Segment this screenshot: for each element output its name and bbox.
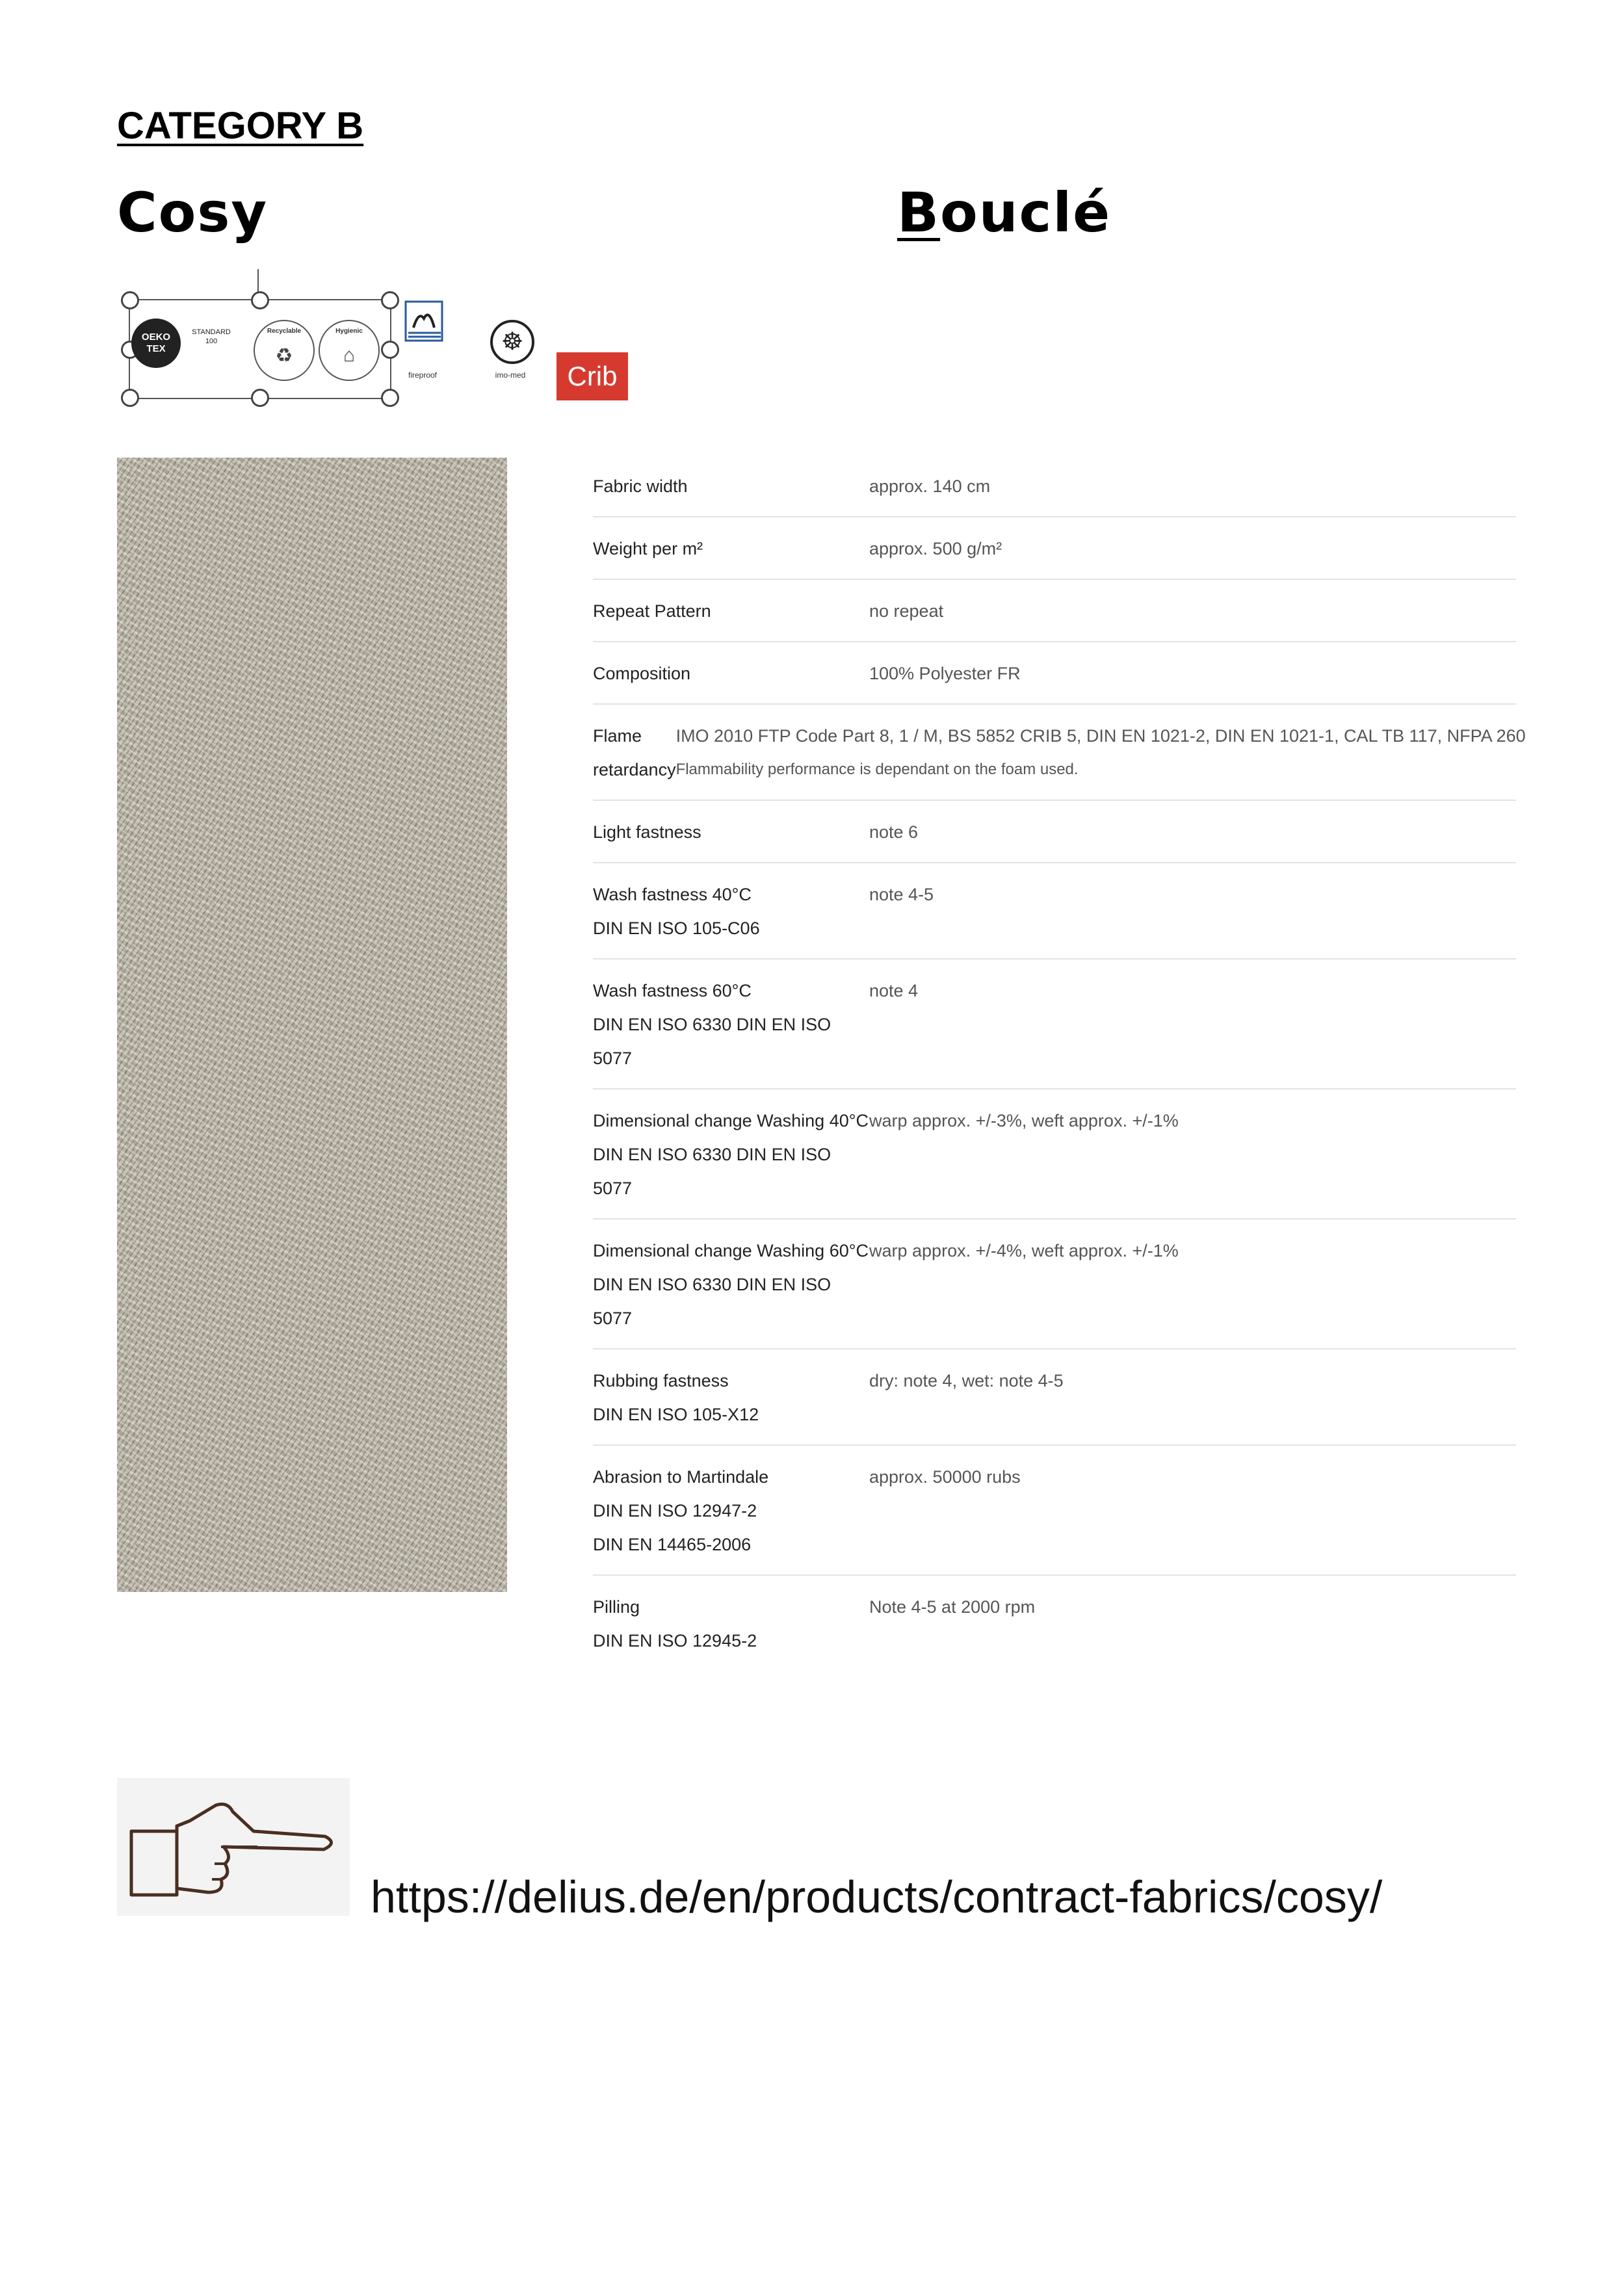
- hygienic-badge: [319, 320, 380, 381]
- spec-property: [593, 1460, 869, 1561]
- spec-property: [593, 469, 869, 503]
- resize-handle[interactable]: [121, 291, 139, 309]
- spec-property: [593, 594, 869, 628]
- resize-handle[interactable]: [121, 389, 139, 407]
- spec-value-line: note 4-5: [869, 885, 934, 904]
- spec-property-line: DIN EN 14465-2006: [593, 1535, 752, 1554]
- spec-property: [593, 974, 869, 1075]
- spec-property-line: DIN EN ISO 105-C06: [593, 919, 760, 938]
- spec-value: [676, 719, 1526, 787]
- spec-property: [593, 878, 869, 945]
- spec-property: [593, 1104, 869, 1205]
- spec-value-line: Note 4-5 at 2000 rpm: [869, 1597, 1036, 1617]
- spec-value-note: Flammability performance is dependant on the foam used.: [675, 761, 1079, 778]
- spec-row: [593, 517, 1516, 580]
- standard-100-label: [182, 328, 241, 346]
- spec-property-line: DIN EN ISO 6330 DIN EN ISO 5077: [593, 1015, 832, 1068]
- spec-value: [869, 1590, 1516, 1658]
- oeko-tex-line2: TEX: [146, 343, 166, 354]
- spec-value: [869, 1104, 1516, 1205]
- spec-property: [593, 719, 676, 787]
- spec-row: [593, 1089, 1516, 1220]
- recyclable-badge: [254, 320, 315, 381]
- spec-value-line: note 6: [869, 822, 919, 842]
- resize-handle[interactable]: [251, 389, 269, 407]
- product-name: Cosy: [117, 181, 268, 244]
- spec-property: [593, 1364, 869, 1431]
- spec-property-line: DIN EN ISO 12947-2: [593, 1501, 757, 1520]
- oeko-tex-logo: [131, 319, 181, 368]
- resize-handle[interactable]: [381, 389, 399, 407]
- certificate-strip: [117, 267, 637, 439]
- spec-table: [593, 455, 1526, 1671]
- spec-property-line: Pilling: [593, 1597, 640, 1617]
- spec-value: [869, 594, 1516, 628]
- spec-value: [869, 1234, 1516, 1335]
- spec-value-line: warp approx. +/-4%, weft approx. +/-1%: [869, 1241, 1179, 1260]
- spec-value-line: IMO 2010 FTP Code Part 8, 1 / M, BS 5852 CRIB 5, DIN EN 1021-2, DIN EN 1021-1, CAL TB 117, NFPA 260: [675, 726, 1526, 746]
- spec-value: [869, 1364, 1516, 1431]
- spec-property-line: Weight per m²: [593, 539, 703, 558]
- oeko-tex-line1: OEKO: [141, 332, 171, 343]
- spec-value-line: approx. 140 cm: [869, 476, 991, 496]
- spec-value: [869, 1460, 1516, 1561]
- spec-property-line: Dimensional change Washing 60°C: [593, 1241, 869, 1260]
- spec-property-line: Rubbing fastness: [593, 1371, 729, 1390]
- spec-property: [593, 1234, 869, 1335]
- pointing-hand-drawing: [117, 1778, 350, 1916]
- spec-row: [593, 1350, 1516, 1446]
- spec-value: [869, 974, 1516, 1075]
- spec-value-line: approx. 50000 rubs: [869, 1467, 1021, 1487]
- spec-property-line: DIN EN ISO 12945-2: [593, 1631, 757, 1650]
- spec-row: [593, 1220, 1516, 1350]
- fireproof-icon: [403, 299, 449, 351]
- spec-property-line: Fabric width: [593, 476, 688, 496]
- spec-value: [869, 878, 1516, 945]
- spec-row: [593, 455, 1516, 517]
- spec-property: [593, 657, 869, 690]
- spec-property-line: Flame retardancy: [593, 726, 676, 779]
- spec-value: [869, 469, 1516, 503]
- standard-label-line1: STANDARD: [192, 328, 231, 336]
- spec-property-line: Light fastness: [593, 822, 701, 842]
- recycle-icon: ♻: [275, 345, 293, 367]
- spec-value-line: no repeat: [869, 601, 944, 621]
- spec-value: [869, 532, 1516, 566]
- spec-row: [593, 959, 1516, 1089]
- spec-row: [593, 863, 1516, 959]
- spec-row: [593, 1576, 1516, 1671]
- spec-value-line: 100% Polyester FR: [869, 664, 1021, 683]
- imo-wheel-icon: ☸: [490, 320, 534, 364]
- spec-property-line: DIN EN ISO 105-X12: [593, 1405, 759, 1424]
- category-heading: CATEGORY B: [117, 105, 364, 147]
- resize-handle[interactable]: [381, 341, 399, 359]
- hygiene-icon: ⌂: [343, 345, 356, 366]
- resize-handle[interactable]: [381, 291, 399, 309]
- fabric-swatch-image: [117, 458, 507, 1592]
- spec-property-line: Dimensional change Washing 40°C: [593, 1111, 869, 1130]
- spec-row: [593, 705, 1526, 801]
- spec-value: [869, 657, 1516, 690]
- fabric-type-initial: B: [897, 181, 941, 244]
- pointing-hand-icon: [117, 1778, 350, 1916]
- spec-property-line: Repeat Pattern: [593, 601, 711, 621]
- spec-value-line: approx. 500 g/m²: [869, 539, 1002, 558]
- spec-row: [593, 801, 1516, 863]
- spec-property-line: Wash fastness 60°C: [593, 981, 752, 1000]
- spec-property-line: Wash fastness 40°C: [593, 885, 752, 904]
- spec-property: [593, 532, 869, 566]
- spec-property-line: Abrasion to Martindale: [593, 1467, 769, 1487]
- spec-property: [593, 815, 869, 849]
- imo-label: imo-med: [495, 371, 526, 380]
- spec-value-line: note 4: [869, 981, 919, 1000]
- resize-handle[interactable]: [251, 291, 269, 309]
- spec-row: [593, 1446, 1516, 1576]
- fireproof-label: fireproof: [408, 371, 438, 380]
- spec-property-line: DIN EN ISO 6330 DIN EN ISO 5077: [593, 1275, 832, 1328]
- recyclable-label: Recyclable: [267, 328, 302, 335]
- spec-value-line: dry: note 4, wet: note 4-5: [869, 1371, 1064, 1390]
- spec-property-line: DIN EN ISO 6330 DIN EN ISO 5077: [593, 1145, 832, 1198]
- spec-property: [593, 1590, 869, 1658]
- spec-row: [593, 580, 1516, 642]
- spec-value-line: warp approx. +/-3%, weft approx. +/-1%: [869, 1111, 1179, 1130]
- hygienic-label: Hygienic: [335, 328, 363, 335]
- standard-label-line2: 100: [205, 337, 218, 345]
- crib-5-badge: Crib 5: [557, 352, 628, 400]
- product-url-link[interactable]: https://delius.de/en/products/contract-fabrics/cosy/: [371, 1872, 1383, 1922]
- spec-value: [869, 815, 1516, 849]
- spec-row: [593, 642, 1516, 705]
- fabric-type: [897, 181, 1111, 244]
- fabric-type-rest: ouclé: [940, 181, 1112, 244]
- spec-property-line: Composition: [593, 664, 691, 683]
